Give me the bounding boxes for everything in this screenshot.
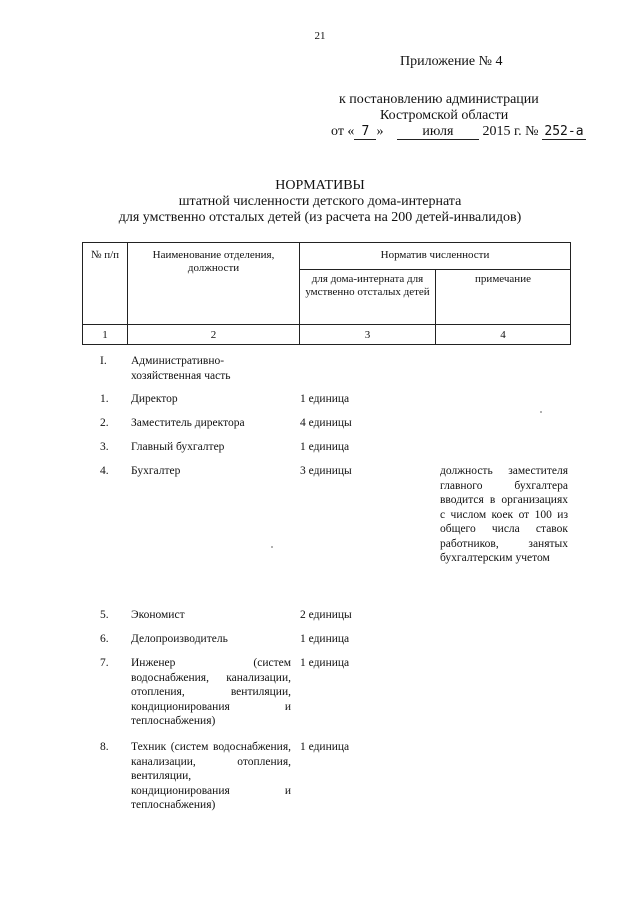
date-prefix: от « [331,124,355,139]
col-index-1: 1 [83,325,128,345]
row-name: Бухгалтер [131,465,181,477]
row-name: Главный бухгалтер [131,441,225,453]
col-header-norm: для дома-интерната для умственно отсталых детей [300,270,436,325]
row-number: I. [100,355,107,367]
row-norm: 2 единицы [300,609,352,621]
standards-table-header [82,242,571,345]
row-norm: 4 единицы [300,417,352,429]
row-number: 5. [100,609,109,621]
doc-subtitle-2: для умственно отсталых детей (из расчета на 200 детей-инвалидов) [118,210,522,225]
date-day: 7 [354,125,376,140]
decree-number: 252-а [542,125,586,140]
col-header-norm-group: Норматив численности [300,243,571,270]
col-header-number: № п/п [83,243,128,325]
row-number: 2. [100,417,109,429]
row-number: 8. [100,741,109,753]
row-name: Инженер (систем водоснабжения, канализации, отопления, вентиляции, кондиционирования и теплоснабжения) [131,657,291,727]
col-index-4: 4 [436,325,571,345]
row-number: 1. [100,393,109,405]
doc-title: НОРМАТИВЫ [275,178,365,193]
row-note: должность заместителя главного бухгалтера вводится в организациях с числом коек от 100 из общего числа ставок работников, занятых бухгалтерским учетом [440,465,568,564]
page-number: 21 [314,30,326,42]
row-number: 7. [100,657,109,669]
decree-date-line [331,124,586,140]
row-norm: 3 единицы [300,465,352,477]
row-number: 6. [100,633,109,645]
row-norm: 1 единица [300,657,350,669]
row-norm: 1 единица [300,633,350,645]
col-index-3: 3 [300,325,436,345]
date-month: июля [397,125,479,140]
scan-speck [540,411,542,413]
decree-line-1: к постановлению администрации [339,92,539,107]
row-name: Директор [131,393,178,405]
col-header-name: Наименование отделения, должности [128,243,300,325]
doc-subtitle-1: штатной численности детского дома-интерната [178,194,462,209]
scan-speck [271,546,273,548]
appendix-title: Приложение № 4 [400,54,503,69]
row-name: Техник (систем водоснабжения, канализации, отопления, вентиляции, кондиционирования и теплоснабжения) [131,741,291,811]
col-index-2: 2 [128,325,300,345]
row-norm: 1 единица [300,441,350,453]
row-name: Заместитель директора [131,417,245,429]
row-norm: 1 единица [300,393,350,405]
row-number: 3. [100,441,109,453]
row-name: Административно-хозяйственная часть [131,355,231,382]
decree-line-2: Костромской области [380,108,509,123]
row-name: Делопроизводитель [131,633,228,645]
col-header-note: примечание [436,270,571,325]
row-name: Экономист [131,609,185,621]
row-number: 4. [100,465,109,477]
row-norm: 1 единица [300,741,350,753]
date-year: 2015 г. № [482,124,539,139]
date-mid: » [376,124,384,139]
